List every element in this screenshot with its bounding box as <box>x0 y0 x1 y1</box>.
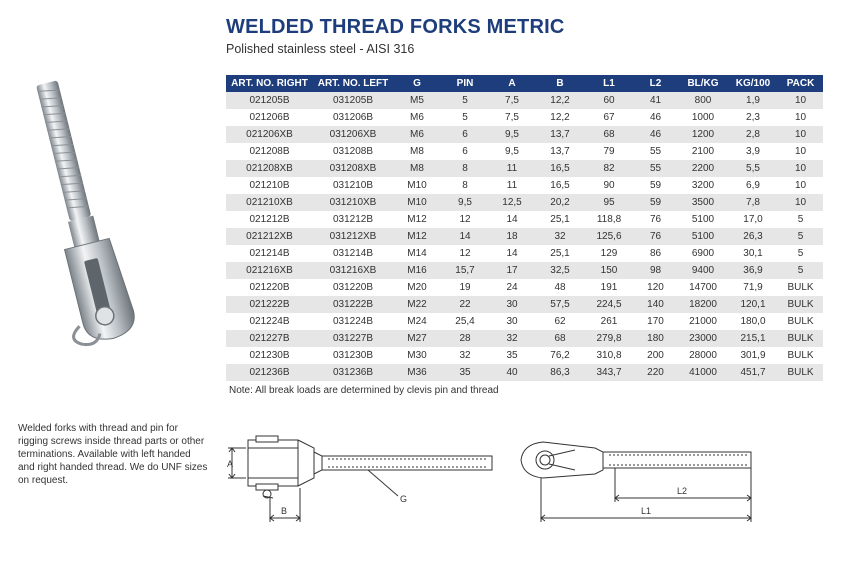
table-cell: 79 <box>585 143 633 160</box>
table-cell: 031236B <box>313 364 393 381</box>
table-cell: M10 <box>393 177 441 194</box>
table-cell: 301,9 <box>728 347 778 364</box>
table-cell: 9,5 <box>489 126 535 143</box>
table-cell: 031208XB <box>313 160 393 177</box>
table-cell: 28 <box>441 330 489 347</box>
table-row <box>226 262 823 279</box>
table-cell: 55 <box>633 160 678 177</box>
table-cell: 031216XB <box>313 262 393 279</box>
table-cell: M30 <box>393 347 441 364</box>
table-cell: 6 <box>441 143 489 160</box>
table-cell: 021206B <box>226 109 313 126</box>
table-row <box>226 211 823 228</box>
table-cell: 5 <box>778 245 823 262</box>
table-cell: 3200 <box>678 177 728 194</box>
table-cell: 6,9 <box>728 177 778 194</box>
dim-label-l2: L2 <box>677 486 688 496</box>
table-cell: 021236B <box>226 364 313 381</box>
table-cell: 180,0 <box>728 313 778 330</box>
table-row <box>226 160 823 177</box>
table-cell: 224,5 <box>585 296 633 313</box>
table-cell: 32 <box>489 330 535 347</box>
dim-label-g: G <box>400 494 408 504</box>
table-cell: 57,5 <box>535 296 585 313</box>
table-cell: M36 <box>393 364 441 381</box>
table-cell: 031214B <box>313 245 393 262</box>
table-cell: 9,5 <box>489 143 535 160</box>
table-cell: 021212B <box>226 211 313 228</box>
table-cell: 23000 <box>678 330 728 347</box>
table-cell: 12 <box>441 245 489 262</box>
table-cell: 13,7 <box>535 143 585 160</box>
break-load-note: Note: All break loads are determined by clevis pin and thread <box>229 385 499 396</box>
table-row <box>226 177 823 194</box>
table-cell: 031206B <box>313 109 393 126</box>
table-cell: 140 <box>633 296 678 313</box>
table-row <box>226 364 823 381</box>
table-cell: 1000 <box>678 109 728 126</box>
table-cell: 170 <box>633 313 678 330</box>
table-cell: 14 <box>489 211 535 228</box>
table-cell: 11 <box>489 177 535 194</box>
table-cell: 68 <box>585 126 633 143</box>
table-cell: 22 <box>441 296 489 313</box>
table-cell: 86,3 <box>535 364 585 381</box>
table-cell: 28000 <box>678 347 728 364</box>
table-cell: BULK <box>778 364 823 381</box>
table-cell: M8 <box>393 143 441 160</box>
table-cell: 021208B <box>226 143 313 160</box>
table-cell: BULK <box>778 347 823 364</box>
table-row <box>226 143 823 160</box>
table-cell: 150 <box>585 262 633 279</box>
table-cell: 2100 <box>678 143 728 160</box>
table-row <box>226 279 823 296</box>
table-cell: 021210XB <box>226 194 313 211</box>
table-cell: 1200 <box>678 126 728 143</box>
table-cell: 36,9 <box>728 262 778 279</box>
table-cell: 12,5 <box>489 194 535 211</box>
table-cell: 32 <box>535 228 585 245</box>
table-cell: 5 <box>441 92 489 109</box>
table-row <box>226 194 823 211</box>
table-cell: M16 <box>393 262 441 279</box>
table-cell: 17,0 <box>728 211 778 228</box>
col-header-a: A <box>489 75 535 92</box>
table-cell: 21000 <box>678 313 728 330</box>
table-cell: 41000 <box>678 364 728 381</box>
table-cell: 18200 <box>678 296 728 313</box>
table-cell: 120 <box>633 279 678 296</box>
table-cell: 031220B <box>313 279 393 296</box>
table-cell: 3500 <box>678 194 728 211</box>
table-cell: 71,9 <box>728 279 778 296</box>
table-cell: 7,5 <box>489 109 535 126</box>
table-cell: 13,7 <box>535 126 585 143</box>
page-subtitle: Polished stainless steel - AISI 316 <box>226 42 415 56</box>
table-cell: 14 <box>489 245 535 262</box>
table-cell: 10 <box>778 194 823 211</box>
table-cell: 021208XB <box>226 160 313 177</box>
table-cell: 451,7 <box>728 364 778 381</box>
table-cell: 15,7 <box>441 262 489 279</box>
table-cell: M6 <box>393 109 441 126</box>
table-cell: 48 <box>535 279 585 296</box>
table-cell: 3,9 <box>728 143 778 160</box>
table-cell: 031212B <box>313 211 393 228</box>
table-cell: 129 <box>585 245 633 262</box>
table-cell: 343,7 <box>585 364 633 381</box>
table-cell: 14 <box>441 228 489 245</box>
table-cell: M8 <box>393 160 441 177</box>
table-cell: 5100 <box>678 211 728 228</box>
table-cell: 021224B <box>226 313 313 330</box>
table-cell: 98 <box>633 262 678 279</box>
table-cell: 46 <box>633 126 678 143</box>
table-cell: 30 <box>489 296 535 313</box>
table-cell: 24 <box>489 279 535 296</box>
table-row <box>226 109 823 126</box>
table-cell: 031230B <box>313 347 393 364</box>
table-cell: M12 <box>393 228 441 245</box>
table-cell: 10 <box>778 92 823 109</box>
table-cell: 7,8 <box>728 194 778 211</box>
table-cell: 11 <box>489 160 535 177</box>
table-cell: M22 <box>393 296 441 313</box>
table-cell: 12,2 <box>535 109 585 126</box>
table-cell: M6 <box>393 126 441 143</box>
table-row <box>226 296 823 313</box>
table-cell: 18 <box>489 228 535 245</box>
table-cell: 76 <box>633 228 678 245</box>
table-cell: 5 <box>778 262 823 279</box>
table-cell: 310,8 <box>585 347 633 364</box>
table-cell: 021230B <box>226 347 313 364</box>
table-cell: 86 <box>633 245 678 262</box>
table-cell: M14 <box>393 245 441 262</box>
top-view-drawing <box>515 430 765 530</box>
table-cell: 46 <box>633 109 678 126</box>
table-cell: 95 <box>585 194 633 211</box>
table-cell: 10 <box>778 177 823 194</box>
table-cell: 031210XB <box>313 194 393 211</box>
table-cell: 180 <box>633 330 678 347</box>
table-cell: M12 <box>393 211 441 228</box>
table-cell: 021206XB <box>226 126 313 143</box>
table-cell: 35 <box>441 364 489 381</box>
table-cell: 59 <box>633 177 678 194</box>
table-cell: 200 <box>633 347 678 364</box>
table-cell: BULK <box>778 279 823 296</box>
table-header-row <box>226 75 823 92</box>
table-cell: 82 <box>585 160 633 177</box>
table-cell: M27 <box>393 330 441 347</box>
page-title: WELDED THREAD FORKS METRIC <box>226 16 565 38</box>
table-cell: 30,1 <box>728 245 778 262</box>
product-description: Welded forks with thread and pin for rigging screws inside thread parts or other terminations. Available with left handed and right handed thread. We do UNF sizes on request. <box>18 423 208 486</box>
table-cell: 031205B <box>313 92 393 109</box>
table-cell: 32,5 <box>535 262 585 279</box>
table-cell: 55 <box>633 143 678 160</box>
table-cell: 031208B <box>313 143 393 160</box>
table-cell: 031222B <box>313 296 393 313</box>
dim-label-a: A <box>227 459 234 469</box>
table-body <box>226 92 823 381</box>
product-photo <box>14 70 204 370</box>
col-header-pack: PACK <box>778 75 823 92</box>
table-cell: 800 <box>678 92 728 109</box>
table-cell: 76 <box>633 211 678 228</box>
table-cell: 59 <box>633 194 678 211</box>
table-cell: 62 <box>535 313 585 330</box>
col-header-l2: L2 <box>633 75 678 92</box>
table-cell: 220 <box>633 364 678 381</box>
table-cell: 021227B <box>226 330 313 347</box>
col-header-l1: L1 <box>585 75 633 92</box>
table-cell: 021205B <box>226 92 313 109</box>
table-cell: 25,4 <box>441 313 489 330</box>
table-cell: 215,1 <box>728 330 778 347</box>
table-cell: 021210B <box>226 177 313 194</box>
table-cell: 26,3 <box>728 228 778 245</box>
table-cell: 8 <box>441 160 489 177</box>
table-cell: 118,8 <box>585 211 633 228</box>
col-header-art-no-right: ART. NO. RIGHT <box>226 75 313 92</box>
table-cell: 5,5 <box>728 160 778 177</box>
table-cell: 9,5 <box>441 194 489 211</box>
table-cell: BULK <box>778 313 823 330</box>
table-cell: 021214B <box>226 245 313 262</box>
table-cell: M5 <box>393 92 441 109</box>
table-cell: 14700 <box>678 279 728 296</box>
table-row <box>226 313 823 330</box>
table-cell: 8 <box>441 177 489 194</box>
table-cell: 19 <box>441 279 489 296</box>
table-cell: 021220B <box>226 279 313 296</box>
table-cell: 12,2 <box>535 92 585 109</box>
table-cell: 10 <box>778 109 823 126</box>
table-cell: 68 <box>535 330 585 347</box>
table-cell: 41 <box>633 92 678 109</box>
col-header-kg-100: KG/100 <box>728 75 778 92</box>
table-cell: 20,2 <box>535 194 585 211</box>
table-cell: 10 <box>778 160 823 177</box>
table-cell: 261 <box>585 313 633 330</box>
table-cell: 5 <box>778 228 823 245</box>
table-cell: BULK <box>778 330 823 347</box>
table-cell: M24 <box>393 313 441 330</box>
table-cell: 021216XB <box>226 262 313 279</box>
table-cell: 021212XB <box>226 228 313 245</box>
table-row <box>226 347 823 364</box>
table-cell: BULK <box>778 296 823 313</box>
table-row <box>226 228 823 245</box>
col-header-bl-kg: BL/KG <box>678 75 728 92</box>
table-cell: 5100 <box>678 228 728 245</box>
table-cell: 7,5 <box>489 92 535 109</box>
col-header-b: B <box>535 75 585 92</box>
table-cell: 35 <box>489 347 535 364</box>
table-cell: 12 <box>441 211 489 228</box>
spec-table <box>226 75 823 381</box>
table-row <box>226 245 823 262</box>
table-row <box>226 330 823 347</box>
table-cell: 10 <box>778 143 823 160</box>
table-row <box>226 126 823 143</box>
table-cell: 031206XB <box>313 126 393 143</box>
table-cell: 031227B <box>313 330 393 347</box>
table-cell: M10 <box>393 194 441 211</box>
table-cell: 031224B <box>313 313 393 330</box>
table-cell: 16,5 <box>535 160 585 177</box>
table-cell: 67 <box>585 109 633 126</box>
table-cell: M20 <box>393 279 441 296</box>
table-cell: 76,2 <box>535 347 585 364</box>
table-cell: 021222B <box>226 296 313 313</box>
table-cell: 1,9 <box>728 92 778 109</box>
table-cell: 2200 <box>678 160 728 177</box>
table-cell: 90 <box>585 177 633 194</box>
table-cell: 16,5 <box>535 177 585 194</box>
table-cell: 10 <box>778 126 823 143</box>
table-cell: 120,1 <box>728 296 778 313</box>
table-cell: 2,3 <box>728 109 778 126</box>
table-cell: 30 <box>489 313 535 330</box>
col-header-pin: PIN <box>441 75 489 92</box>
table-cell: 32 <box>441 347 489 364</box>
table-row <box>226 92 823 109</box>
table-cell: 5 <box>441 109 489 126</box>
dim-label-b: B <box>281 506 288 516</box>
table-cell: 031210B <box>313 177 393 194</box>
table-cell: 17 <box>489 262 535 279</box>
dim-label-l1: L1 <box>641 506 652 516</box>
table-cell: 40 <box>489 364 535 381</box>
table-cell: 6 <box>441 126 489 143</box>
table-cell: 6900 <box>678 245 728 262</box>
side-view-drawing <box>218 430 508 530</box>
table-cell: 191 <box>585 279 633 296</box>
table-cell: 60 <box>585 92 633 109</box>
col-header-art-no-left: ART. NO. LEFT <box>313 75 393 92</box>
table-cell: 279,8 <box>585 330 633 347</box>
table-cell: 25,1 <box>535 245 585 262</box>
table-cell: 125,6 <box>585 228 633 245</box>
table-cell: 9400 <box>678 262 728 279</box>
table-cell: 25,1 <box>535 211 585 228</box>
table-cell: 2,8 <box>728 126 778 143</box>
table-cell: 5 <box>778 211 823 228</box>
table-cell: 031212XB <box>313 228 393 245</box>
col-header-g: G <box>393 75 441 92</box>
